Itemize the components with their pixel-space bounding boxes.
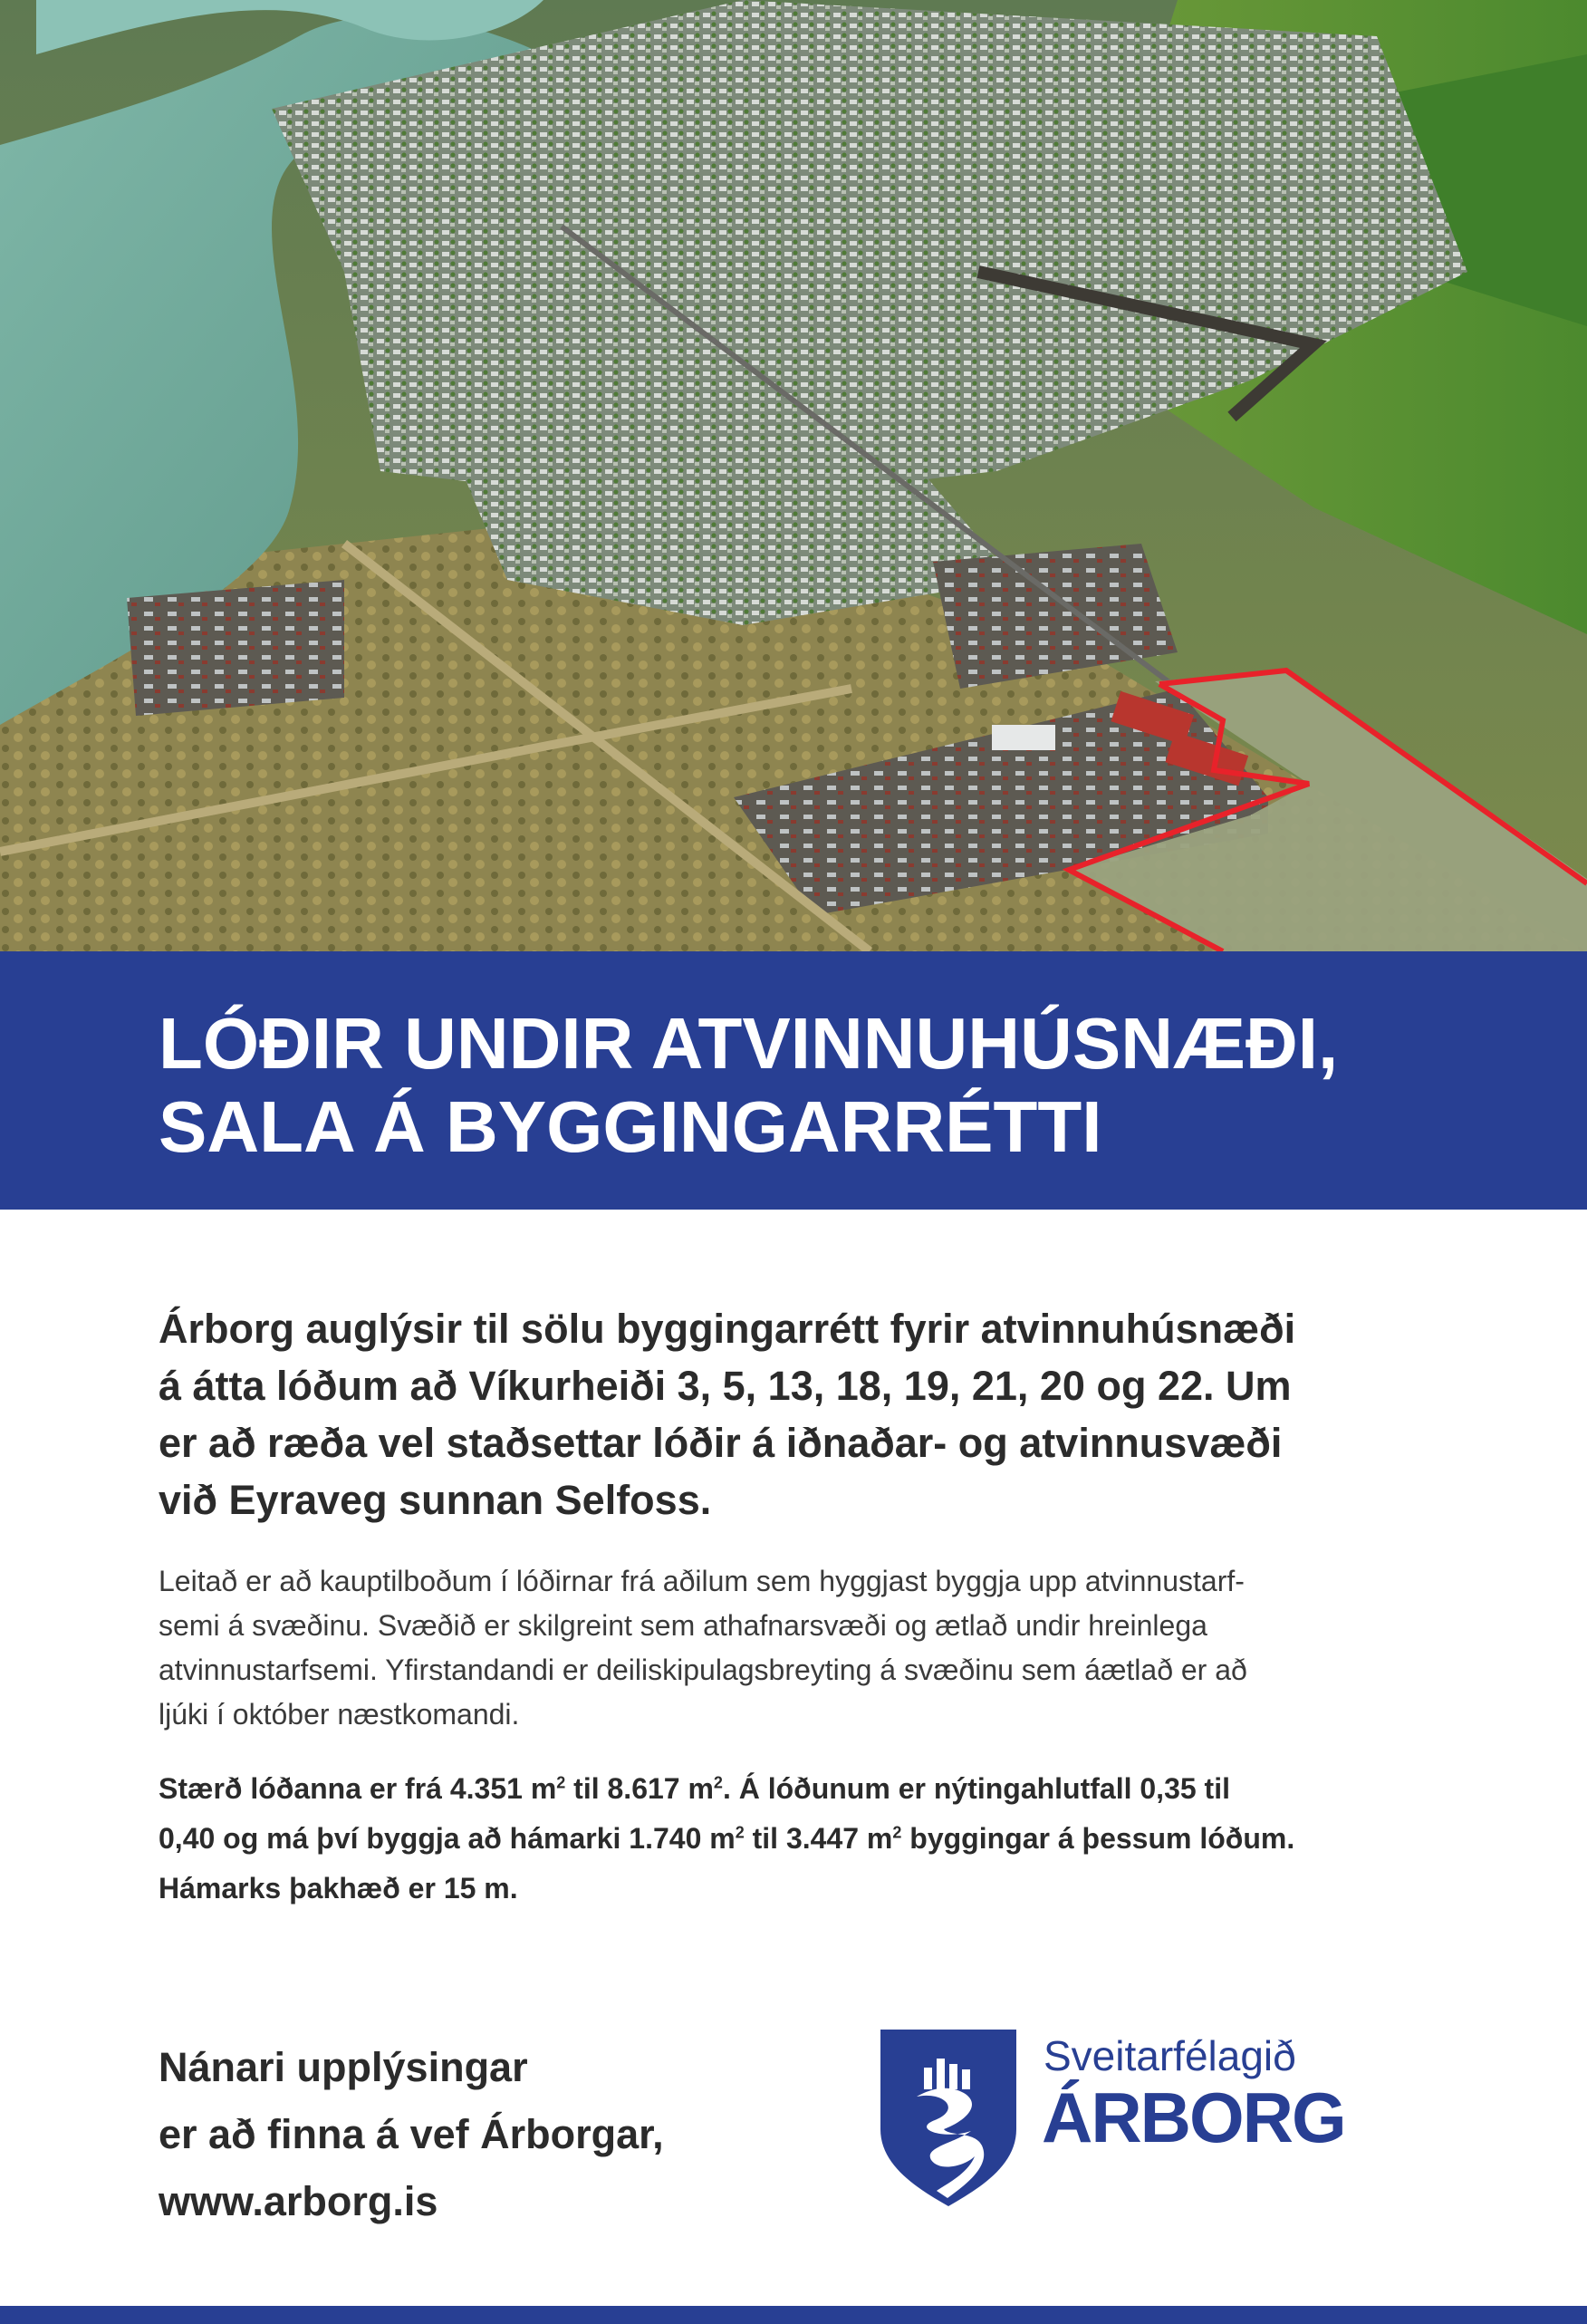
logo-big-text: ÁRBORG	[1042, 2078, 1345, 2157]
superscript: 2	[713, 1773, 723, 1792]
website-link[interactable]: www.arborg.is	[159, 2178, 438, 2224]
superscript: 2	[892, 1823, 902, 1842]
body-line: atvinnustarfsemi. Yfirstandandi er deiliskipulagsbreyting á svæðinu sem áætlað er að	[159, 1654, 1247, 1686]
facts-text: Stærð lóðanna er frá 4.351 m	[159, 1772, 557, 1805]
page-title	[159, 1002, 1338, 1169]
title-line-2: SALA Á BYGGINGARRÉTTI	[159, 1086, 1102, 1167]
body-line: semi á svæðinu. Svæðið er skilgreint sem athafnarsvæði og ætlað undir hreinlega	[159, 1609, 1207, 1642]
contact-info	[159, 2034, 664, 2235]
facts-line	[159, 1814, 1499, 1864]
footer-bar	[0, 2306, 1587, 2324]
facts-text: . Á lóðunum er nýtingahlutfall 0,35 til	[722, 1772, 1230, 1805]
intro-line: er að ræða vel staðsettar lóðir á iðnaðar- og atvinnusvæði	[159, 1420, 1283, 1466]
intro-paragraph	[159, 1300, 1499, 1528]
facts-text: 0,40 og má því byggja að hámarki 1.740 m	[159, 1822, 736, 1855]
facts-line	[159, 1764, 1499, 1814]
facts-text: til 8.617 m	[565, 1772, 714, 1805]
contact-line: Nánari upplýsingar	[159, 2044, 528, 2090]
description-paragraph	[159, 1559, 1499, 1737]
facts-text: byggingar á þessum lóðum.	[901, 1822, 1295, 1855]
title-line-1: LÓÐIR UNDIR ATVINNUHÚSNÆÐI,	[159, 1003, 1339, 1084]
arborg-logo	[880, 2030, 1351, 2211]
superscript: 2	[735, 1823, 745, 1842]
intro-line: á átta lóðum að Víkurheiði 3, 5, 13, 18, 19, 21, 20 og 22. Um	[159, 1363, 1292, 1409]
contact-line: er að finna á vef Árborgar,	[159, 2111, 664, 2157]
main-content	[159, 1300, 1499, 1914]
body-line: ljúki í október næstkomandi.	[159, 1698, 520, 1731]
facts-line: Hámarks þakhæð er 15 m.	[159, 1872, 518, 1905]
facts-text: til 3.447 m	[744, 1822, 893, 1855]
superscript: 2	[556, 1773, 566, 1792]
plot-facts-paragraph	[159, 1764, 1499, 1914]
title-banner	[0, 951, 1587, 1210]
arborg-coat-of-arms-icon	[880, 2030, 1016, 2206]
intro-line: Árborg auglýsir til sölu byggingarrétt fyrir atvinnuhúsnæði	[159, 1306, 1296, 1352]
aerial-photo-icon	[0, 0, 1587, 951]
body-line: Leitað er að kauptilboðum í lóðirnar frá aðilum sem hyggjast byggja upp atvinnustarf-	[159, 1565, 1245, 1597]
logo-small-text: Sveitarfélagið	[1044, 2032, 1296, 2079]
hero-aerial-photo	[0, 0, 1587, 951]
intro-line: við Eyraveg sunnan Selfoss.	[159, 1477, 712, 1523]
